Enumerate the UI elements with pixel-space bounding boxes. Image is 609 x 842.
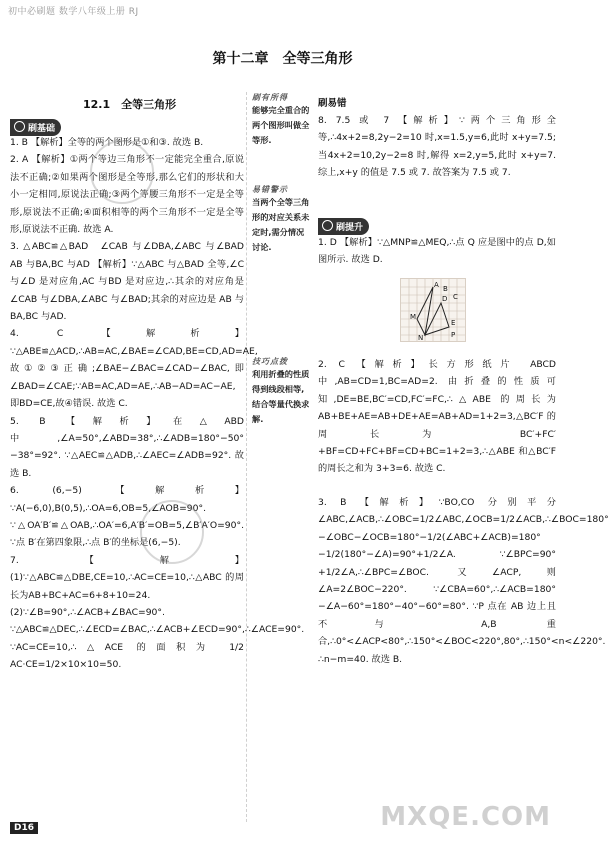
point-label: A bbox=[434, 281, 439, 289]
answer-item: (2)∵∠B=90°,∴∠ACB+∠BAC=90°. ∵△ABC≌△DEC,∴∠ECD=∠BAC,∴∠ACB+∠ECD=90°,∴∠ACE=90°. ∵AC=CE=10,∴△ACE 的面积为 1/2 AC·CE=1/2×10×10=50. bbox=[10, 606, 305, 671]
side-note-text: 利用折叠的性质得到线段相等,结合等量代换求解. bbox=[252, 369, 310, 424]
side-note-title: 刷有所得 bbox=[252, 93, 288, 102]
advance-badge: 刷提升 bbox=[318, 215, 369, 235]
section-title: 12.1 全等三角形 bbox=[83, 98, 177, 111]
right-answer-8 bbox=[318, 112, 556, 182]
right-answer-1 bbox=[318, 234, 556, 269]
side-note-title: 技巧点拨 bbox=[252, 357, 288, 366]
right-answer-2 bbox=[318, 356, 556, 478]
stamp-watermark bbox=[140, 500, 204, 564]
site-watermark: MXQE.COM bbox=[380, 802, 551, 832]
answer-item: 6. (6,−5) 【解析】∵A(−6,0),B(0,5),∴OA=6,OB=5,∠AOB=90°. ∵△OA′B′≌△OAB,∴OA′=6,A′B′=OB=5,∠B′A′O=90°. ∵点 B′在第四象限,∴点 B′的坐标是(6,−5). bbox=[10, 485, 244, 549]
stamp-watermark bbox=[90, 140, 154, 204]
triangle-grid-diagram bbox=[401, 279, 465, 341]
point-label: D bbox=[442, 295, 448, 303]
page-number: D16 bbox=[10, 822, 38, 834]
side-note bbox=[252, 184, 312, 255]
side-note-text: 当两个全等三角形的对应关系未定时,需分情况讨论. bbox=[252, 197, 310, 252]
answer-item: 3. △ABC≌△BAD ∠CAB 与∠DBA,∠ABC 与∠BAD AB 与BA,BC 与AD 【解析】∵△ABC 与△BAD 全等,∠C 与∠D 是对应角,AC 与BD 是对应边,∴其余的对应角是∠CAB 与∠DBA,∠ABC 与∠BAD;其余的对应边是 AB 与BA,BC 与AD. bbox=[10, 241, 254, 323]
answer-item: 5. B 【解析】在△ABD 中,∠A=50°,∠ABD=38°,∴∠ADB=180°−50°−38°=92°. ∵△AEC≌△ADB,∴∠AEC=∠ADB=92°. 故选 B. bbox=[10, 415, 244, 479]
chapter-title: 第十二章 全等三角形 bbox=[212, 51, 353, 67]
answer-item: 3. B 【解析】∵BO,CO 分别平分∠ABC,∠ACB,∴∠OBC=1/2∠ABC,∠OCB=1/2∠ACB,∴∠BOC=180°−∠OBC−∠OCB=180°−1/2(∠ABC+∠ACB)=180°−1/2(180°−∠A)=90°+1/2∠A. ∵∠BPC=90°+1/2∠A,∴∠BPC=∠BOC. 又∠ACP,则∠A=2∠BOC−220°. ∵∠CBA=60°,∴∠ACB=180°−∠A−60°=180°−40°−60°=80°. ∵P 点在 AB 边上且不与 A,B 重合,∴0°<∠ACP<80°,∴150°<∠BOC<220°,80°,∴150°<n<∠220°. ∴n−m=40. 故选 B. bbox=[318, 497, 609, 665]
side-note-title: 易错警示 bbox=[252, 185, 288, 194]
side-note-text: 能够完全重合的两个图形叫做全等形. bbox=[252, 105, 310, 145]
point-label: M bbox=[410, 313, 417, 321]
point-label: B bbox=[443, 285, 448, 293]
column-divider bbox=[246, 92, 247, 822]
answer-item: 8. 7.5 或 7 【解析】∵两个三角形全等,∴4x+2=8,2y−2=10 时,x=1.5,y=6,此时 x+y=7.5;当4x+2=10,2y−2=8 时,解得 x=2,y=5,此时 x+y=7. 综上,x+y 的值是 7.5 或 7. 故答案为 7.5 或 7. bbox=[318, 115, 556, 179]
right-answer-3 bbox=[318, 494, 609, 668]
basic-badge: 刷基础 bbox=[10, 116, 61, 136]
answer-item: 4. C 【解析】∵△ABE≌△ACD,∴AB=AC,∠BAE=∠CAD,BE=CD,AD=AE,故①②③正确;∠BAE−∠BAC=∠CAD−∠BAC,即∠BAD=∠CAE;∵AB=AC,AD=AE,∴AB−AD=AC−AE,即BD=CE,故④错误. 故选 C. bbox=[10, 328, 258, 410]
brush-icon bbox=[14, 121, 25, 132]
point-label: P bbox=[451, 331, 456, 339]
brush-icon bbox=[322, 220, 333, 231]
side-note bbox=[252, 92, 312, 148]
grid-figure bbox=[400, 278, 466, 342]
answer-item: 7.【解】(1)∵△ABC≌△DBE,CE=10,∴AC=CE=10,∴△ABC 的周长为AB+BC+AC=6+8+10=24. bbox=[10, 554, 244, 601]
answer-item: 1. D 【解析】∵△MNP≌△MEQ,∴点 Q 应是图中的点 D,如图所示. 故选 D. bbox=[318, 237, 556, 266]
point-label: C bbox=[453, 293, 458, 301]
answer-item: 1. B 【解析】全等的两个图形是①和③. 故选 B. bbox=[10, 137, 204, 148]
error-label: 刷易错 bbox=[318, 98, 347, 109]
point-label: N bbox=[418, 334, 424, 342]
answer-item: 2. C 【解析】长方形纸片 ABCD 中,AB=CD=1,BC=AD=2. 由折叠的性质可知,DE=BE,BC′=CD,FC′=FC,∴△ABE 的周长为 AB+BE+AE=AB+DE+AE=AB+AD=1+2=3,△BC′F 的周长为 BC′+FC′+BF=CD+FC+BF=CD+BC=1+2=3,∴△ABE 和△BC′F 的周长之和为 3+3=6. 故选 C. bbox=[318, 359, 556, 475]
answer-item: 2. A 【解析】①两个等边三角形不一定能完全重合,原说法不正确;②如果两个图形是全等形,那么它们的形状和大小一定相同,原说法正确;③两个等腰三角形不一定是全等形,原说法不正确;④面积相等的两个三角形不一定是全等形,原说法不正确. 故选 A. bbox=[10, 154, 244, 236]
running-header: 初中必刷题 数学八年级上册 RJ bbox=[8, 7, 139, 17]
point-label: E bbox=[451, 319, 456, 327]
side-note bbox=[252, 356, 312, 427]
